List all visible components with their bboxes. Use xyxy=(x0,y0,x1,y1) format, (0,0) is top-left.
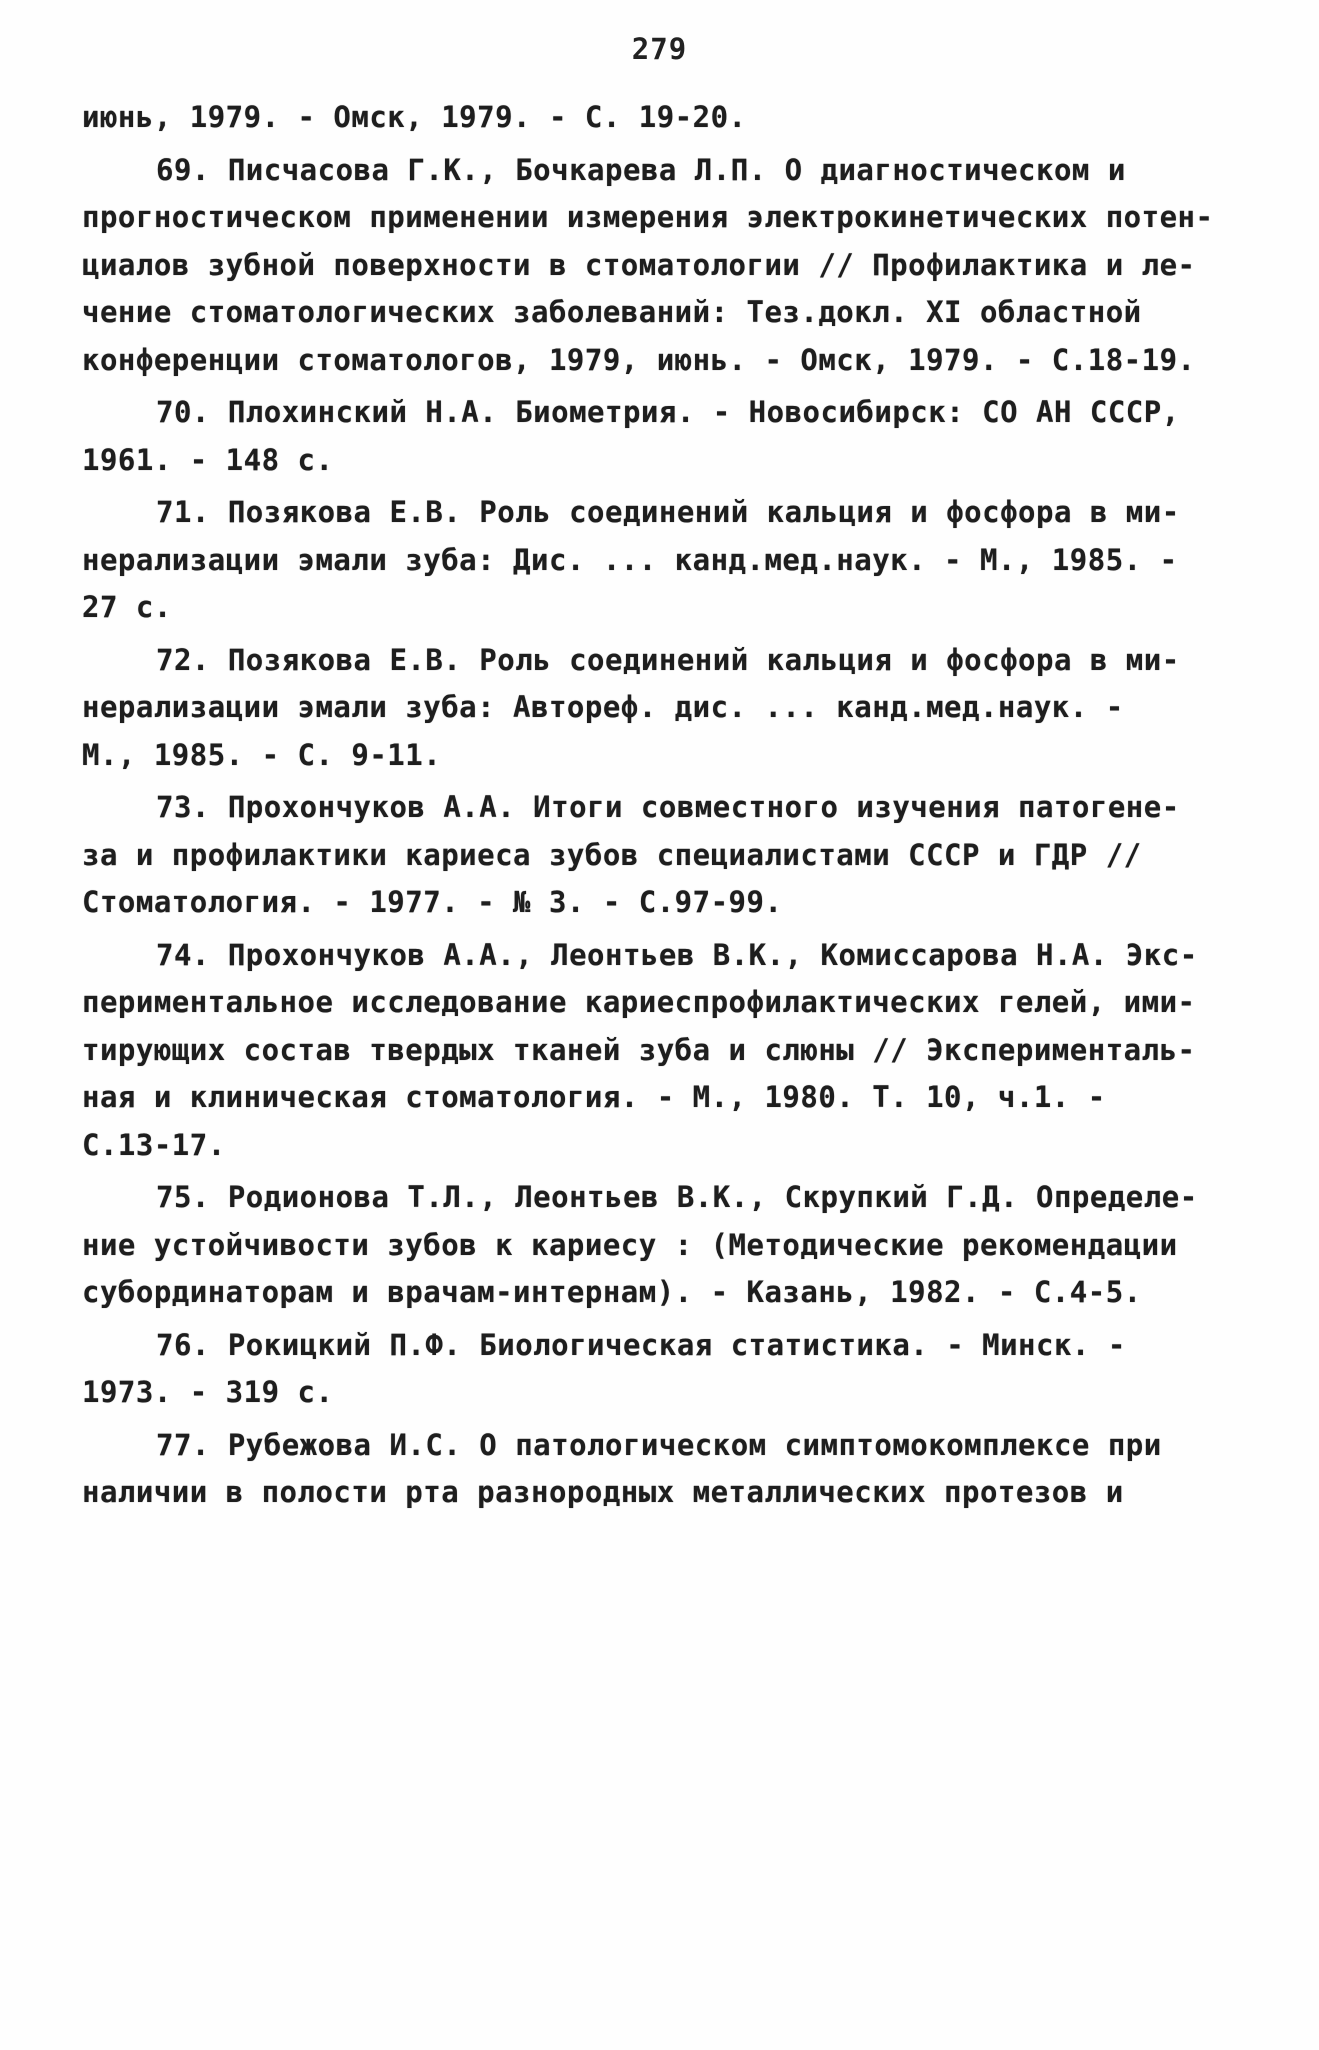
bibliography-entry-69 xyxy=(82,147,1232,385)
entry-line: Стоматология. - 1977. - № 3. - С.97-99. xyxy=(82,885,783,919)
entry-line: 70. Плохинский Н.А. Биометрия. - Новосибирск: СО АН СССР, xyxy=(156,395,1180,429)
entry-line: циалов зубной поверхности в стоматологии // Профилактика и ле- xyxy=(82,247,1196,282)
entry-line: 74. Прохончуков А.А., Леонтьев В.К., Комиссарова Н.А. Экс- xyxy=(156,937,1198,972)
entry-line: субординаторам и врачам-интернам). - Казань, 1982. - С.4-5. xyxy=(82,1275,1142,1309)
entry-line: тирующих состав твердых тканей зуба и слюны // Эксперименталь- xyxy=(82,1032,1196,1067)
entry-line: 77. Рубежова И.С. О патологическом симптомокомплексе при xyxy=(156,1427,1162,1462)
bibliography-entry-75 xyxy=(82,1174,1232,1317)
bibliography-entry-73 xyxy=(82,784,1232,927)
entry-line: ние устойчивости зубов к кариесу : (Методические рекомендации xyxy=(82,1227,1178,1262)
entry-line: прогностическом применении измерения электрокинетических потен- xyxy=(82,200,1214,234)
entry-line: М., 1985. - С. 9-11. xyxy=(82,737,442,772)
entry-line: наличии в полости рта разнородных металлических протезов и xyxy=(82,1475,1124,1509)
page-number: 279 xyxy=(631,32,688,66)
bibliography-entry-72 xyxy=(82,637,1232,780)
entry-line: чение стоматологических заболеваний: Тез.докл. XI областной xyxy=(82,295,1142,329)
entry-line: 69. Писчасова Г.К., Бочкарева Л.П. О диагностическом и xyxy=(156,152,1126,187)
bibliography-entry-77 xyxy=(82,1422,1232,1517)
entry-line: нерализации эмали зуба: Дис. ... канд.мед.наук. - М., 1985. - xyxy=(82,542,1178,577)
bibliography-entry-71 xyxy=(82,489,1232,632)
entry-line: 27 с. xyxy=(82,590,172,624)
bibliography-entry-76 xyxy=(82,1322,1232,1417)
entry-line: периментальное исследование кариеспрофилактических гелей, ими- xyxy=(82,985,1196,1019)
entry-line: ная и клиническая стоматология. - М., 1980. Т. 10, ч.1. - xyxy=(82,1080,1106,1114)
bibliography-list xyxy=(82,94,1232,1517)
entry-line: 76. Рокицкий П.Ф. Биологическая статистика. - Минск. - xyxy=(156,1327,1126,1362)
entry-line: 73. Прохончуков А.А. Итоги совместного изучения патогене- xyxy=(156,790,1180,824)
entry-line: С.13-17. xyxy=(82,1127,226,1162)
entry-line: 75. Родионова Т.Л., Леонтьев В.К., Скрупкий Г.Д. Определе- xyxy=(156,1180,1198,1214)
entry-line: 71. Позякова Е.В. Роль соединений кальция и фосфора в ми- xyxy=(156,495,1180,529)
entry-line: за и профилактики кариеса зубов специалистами СССР и ГДР // xyxy=(82,837,1142,872)
entry-line: нерализации эмали зуба: Автореф. дис. ... канд.мед.наук. - xyxy=(82,690,1124,724)
bibliography-entry-74 xyxy=(82,932,1232,1170)
entry-line: июнь, 1979. - Омск, 1979. - С. 19-20. xyxy=(82,100,747,134)
entry-line: 1961. - 148 с. xyxy=(82,442,334,477)
bibliography-entry-continuation xyxy=(82,94,1232,142)
entry-line: 1973. - 319 с. xyxy=(82,1375,334,1409)
bibliography-entry-70 xyxy=(82,389,1232,484)
entry-line: 72. Позякова Е.В. Роль соединений кальция и фосфора в ми- xyxy=(156,642,1180,677)
entry-line: конференции стоматологов, 1979, июнь. - Омск, 1979. - С.18-19. xyxy=(82,342,1196,377)
